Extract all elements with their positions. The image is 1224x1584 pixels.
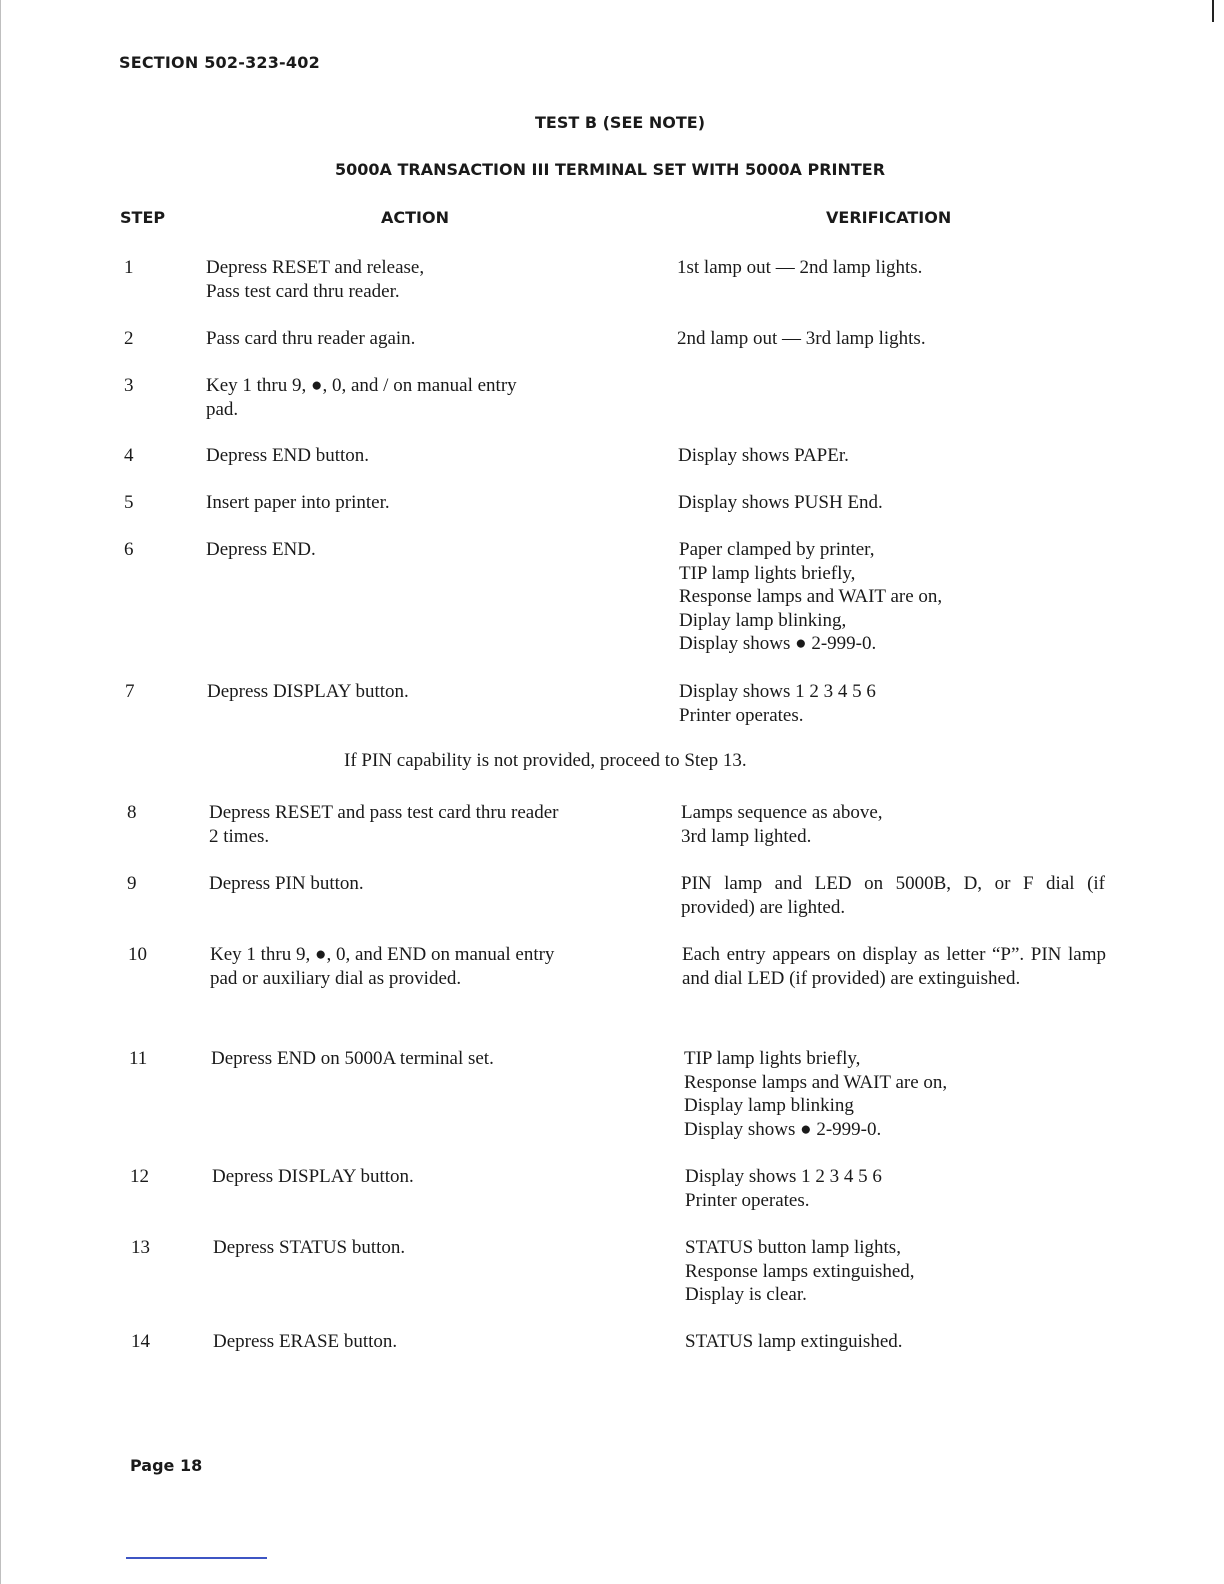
step-verification: STATUS lamp extinguished. (685, 1331, 903, 1352)
step-number: 7 (125, 681, 135, 702)
column-header-step: STEP (120, 208, 166, 227)
step-action: Depress DISPLAY button. (207, 681, 409, 702)
scan-left-edge (0, 0, 1, 1584)
step-verification: STATUS button lamp lights, Response lamps extinguished, Display is clear. (685, 1237, 915, 1305)
step-verification: Display shows PUSH End. (678, 492, 883, 513)
step-action: Depress STATUS button. (213, 1237, 406, 1258)
step-action: Depress END. (206, 539, 316, 560)
step-number: 5 (124, 492, 134, 513)
step-verification: 1st lamp out — 2nd lamp lights. (677, 257, 923, 278)
step-number: 14 (131, 1331, 150, 1352)
step-verification: Each entry appears on display as letter “P”. PIN lamp and dial LED (if provided) are extinguished. (682, 944, 1106, 989)
test-title: TEST B (SEE NOTE) (534, 113, 706, 132)
step-action: Depress END on 5000A terminal set. (211, 1048, 494, 1069)
column-header-verification: VERIFICATION (826, 208, 952, 227)
step-number: 6 (124, 539, 134, 560)
section-number: SECTION 502-323-402 (119, 53, 320, 72)
step-number: 8 (127, 802, 137, 823)
step-action: Pass card thru reader again. (206, 328, 416, 349)
step-number: 12 (130, 1166, 149, 1187)
page-number: Page 18 (130, 1456, 203, 1475)
step-number: 1 (124, 257, 134, 278)
step-action: Key 1 thru 9, ●, 0, and END on manual entry pad or auxiliary dial as provided. (210, 944, 555, 989)
step-number: 3 (124, 375, 134, 396)
step-number: 9 (127, 873, 137, 894)
step-number: 13 (131, 1237, 150, 1258)
step-number: 4 (124, 445, 134, 466)
step-action: Depress PIN button. (209, 873, 364, 894)
step-number: 11 (129, 1048, 148, 1069)
step-verification: TIP lamp lights briefly, Response lamps and WAIT are on, Display lamp blinking Display shows ● 2-999-0. (684, 1048, 948, 1140)
step-verification: PIN lamp and LED on 5000B, D, or F dial (if provided) are lighted. (681, 873, 1105, 918)
step-action: Depress END button. (206, 445, 370, 466)
step-action: Depress RESET and pass test card thru reader 2 times. (209, 802, 559, 847)
step-verification: 2nd lamp out — 3rd lamp lights. (677, 328, 926, 349)
footer-rule (126, 1557, 267, 1559)
step-verification: Lamps sequence as above, 3rd lamp lighted. (681, 802, 883, 847)
column-header-action: ACTION (381, 208, 449, 227)
scan-right-mark (1212, 0, 1214, 22)
step-verification: Display shows 1 2 3 4 5 6 Printer operates. (685, 1166, 882, 1211)
step-number: 10 (128, 944, 147, 965)
pin-capability-note: If PIN capability is not provided, proceed to Step 13. (344, 750, 747, 771)
step-action: Key 1 thru 9, ●, 0, and / on manual entry pad. (206, 375, 517, 420)
step-verification: Display shows PAPEr. (678, 445, 849, 466)
step-number: 2 (124, 328, 134, 349)
step-action: Depress DISPLAY button. (212, 1166, 414, 1187)
step-action: Insert paper into printer. (206, 492, 390, 513)
test-subtitle: 5000A TRANSACTION III TERMINAL SET WITH 5000A PRINTER (334, 160, 886, 179)
step-verification: Display shows 1 2 3 4 5 6 Printer operates. (679, 681, 876, 726)
step-action: Depress RESET and release, Pass test card thru reader. (206, 257, 425, 302)
step-verification: Paper clamped by printer, TIP lamp lights briefly, Response lamps and WAIT are on, Diplay lamp blinking, Display shows ● 2-999-0. (679, 539, 943, 654)
step-action: Depress ERASE button. (213, 1331, 398, 1352)
